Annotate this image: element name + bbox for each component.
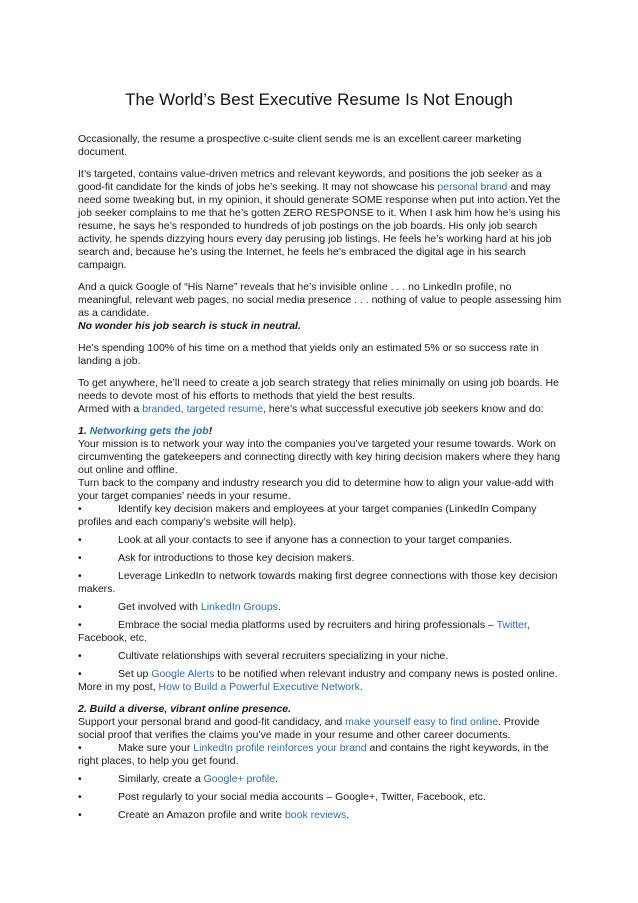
bullet-text: Cultivate relationships with several recruiters specializing in your niche.: [118, 650, 449, 662]
section-2-body: [78, 716, 562, 742]
bullet-text: Leverage LinkedIn to network towards making first degree connections with those key decision makers.: [78, 570, 558, 595]
bullet-text-end: .: [277, 601, 281, 613]
bullet-text: Look at all your contacts to see if anyone has a connection to your target companies.: [118, 534, 512, 546]
bullet-icon: •: [78, 619, 82, 631]
bullet-link[interactable]: Google Alerts: [151, 668, 215, 680]
bullet-item: [78, 773, 562, 786]
bullet-icon: •: [78, 809, 82, 821]
bullet-text: Create an Amazon profile and write: [118, 809, 285, 821]
document-body: [78, 133, 562, 822]
section-1-heading: [78, 425, 562, 438]
bullet-item: [78, 503, 562, 529]
easy-to-find-link[interactable]: make yourself easy to find online: [345, 716, 499, 728]
bullet-link[interactable]: LinkedIn profile reinforces your brand: [193, 742, 367, 754]
bullet-icon: •: [78, 668, 82, 680]
executive-network-link[interactable]: How to Build a Powerful Executive Network: [158, 681, 360, 693]
text-run: It’s targeted, contains value-driven metrics and relevant keywords, and positions the job seeker as a good-fit candidate for the kinds of jobs he’s seeking. It may not showcase his: [78, 168, 542, 193]
bullet-text: Ask for introductions to those key decision makers.: [118, 552, 355, 564]
text-run: Armed with a: [78, 403, 143, 415]
text-run: , here’s what successful executive job seekers know and do:: [263, 403, 544, 415]
bullet-text-end: .: [275, 773, 279, 785]
bullet-text: Embrace the social media platforms used by recruiters and hiring professionals –: [118, 619, 497, 631]
paragraph-google: And a quick Google of “His Name” reveals that he’s invisible online . . . no LinkedIn profile, no meaningful, relevant web pages, no social media presence . . . nothing of value to people assessing him as a candidate.: [78, 281, 562, 319]
text-run: !: [208, 425, 213, 437]
bullet-icon: •: [78, 742, 82, 754]
section-number: 1.: [78, 425, 90, 437]
bullet-icon: •: [78, 650, 82, 662]
bullet-text: Make sure your: [118, 742, 194, 754]
bullet-text: Set up: [118, 668, 152, 680]
paragraph-armed: [78, 403, 562, 416]
text-run: Support your personal brand and good-fit candidacy, and: [78, 716, 346, 728]
page-title: The World’s Best Executive Resume Is Not Enough: [125, 90, 513, 109]
section-1-body-2: Turn back to the company and industry research you did to determine how to align your value-add with your target companies’ needs in your resume.: [78, 477, 554, 502]
bullet-item: [78, 570, 562, 596]
bullet-icon: •: [78, 773, 82, 785]
paragraph-spending: He’s spending 100% of his time on a method that yields only an estimated 5% or so success rate in landing a job.: [78, 342, 539, 367]
branded-resume-link[interactable]: branded, targeted resume: [142, 403, 264, 415]
paragraph-targeted: [78, 168, 562, 272]
section-2-heading: 2. Build a diverse, vibrant online presence.: [78, 703, 291, 715]
paragraph-strategy: To get anywhere, he’ll need to create a job search strategy that relies minimally on using job boards. He needs to devote most of his efforts to methods that yield the best results.: [78, 377, 559, 402]
more-post-line: [78, 681, 562, 694]
section-1-body: Your mission is to network your way into the companies you’ve targeted your resume towards. Work on circumventing the gatekeepers and connecting directly with key hiring decision makers where they hang out online and offline.: [78, 438, 561, 476]
bullet-item: [78, 650, 562, 663]
bullet-item: [78, 601, 562, 614]
text-run: and may need some tweaking but, in my opinion, it should generate SOME response when put into action.Yet the job seeker complains to me that he’s gotten ZERO RESPONSE to it. When I ask him how he’s using his resume, he says he’s responded to hundreds of job postings on the job boards. His only job search activity, he spends dizzying hours every day perusing job listings. He feels he’s working hard at his job search and, because he’s using the Internet, he feels he’s embraced the digital age in his search campaign.: [78, 181, 561, 271]
section-1-bullet-list: [78, 503, 562, 681]
bullet-item: [78, 619, 562, 645]
bullet-item: [78, 791, 562, 804]
bullet-item: [78, 668, 562, 681]
bullet-link[interactable]: Google+ profile: [203, 773, 276, 785]
bullet-icon: •: [78, 601, 82, 613]
bullet-link[interactable]: book reviews: [284, 809, 347, 821]
bullet-icon: •: [78, 503, 82, 515]
bullet-icon: •: [78, 552, 82, 564]
paragraph-neutral: No wonder his job search is stuck in neutral.: [78, 320, 301, 332]
bullet-text: Similarly, create a: [118, 773, 204, 785]
text-run: . Provide social proof that verifies the claims you’ve made in your resume and other career documents.: [78, 716, 540, 741]
text-run: More in my post,: [78, 681, 159, 693]
bullet-text: Get involved with: [118, 601, 201, 613]
bullet-text-end: to be notified when relevant industry and company news is posted online.: [214, 668, 558, 680]
text-run: .: [359, 681, 363, 693]
bullet-icon: •: [78, 534, 82, 546]
bullet-item: [78, 534, 562, 547]
personal-brand-link[interactable]: personal brand: [437, 181, 508, 193]
bullet-link[interactable]: LinkedIn Groups: [200, 601, 278, 613]
bullet-item: [78, 552, 562, 565]
bullet-icon: •: [78, 791, 82, 803]
bullet-text: Post regularly to your social media accounts – Google+, Twitter, Facebook, etc.: [118, 791, 486, 803]
bullet-item: [78, 742, 562, 768]
bullet-icon: •: [78, 570, 82, 582]
bullet-link[interactable]: Twitter: [496, 619, 527, 631]
bullet-text-end: , Facebook, etc.: [78, 619, 530, 644]
bullet-item: [78, 809, 562, 822]
bullet-text-end: .: [346, 809, 350, 821]
bullet-text: Identify key decision makers and employees at your target companies (LinkedIn Company profiles and each company’s website will help).: [78, 503, 537, 528]
networking-link[interactable]: Networking gets the job: [89, 425, 209, 437]
section-2-bullet-list: [78, 742, 562, 822]
bullet-text-end: and contains the right keywords, in the right places, to help you get found.: [78, 742, 549, 767]
paragraph-intro: Occasionally, the resume a prospective c-suite client sends me is an excellent career marketing document.: [78, 133, 522, 158]
